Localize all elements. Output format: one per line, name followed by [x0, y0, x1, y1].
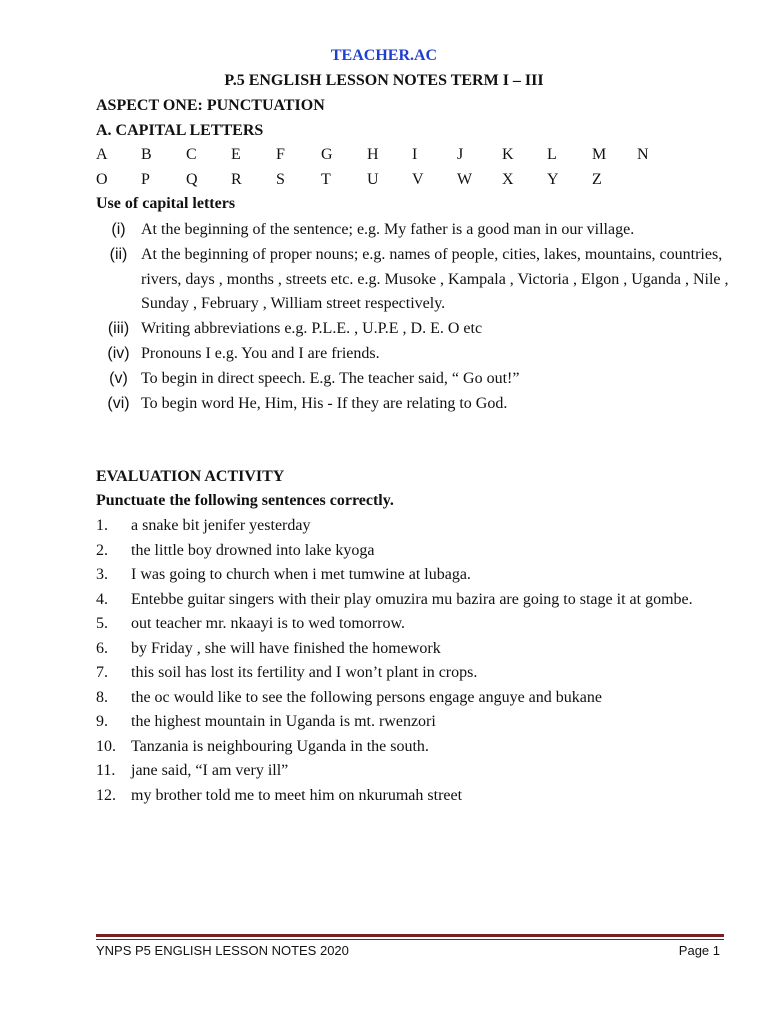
list-item-number: 7.	[96, 664, 108, 681]
list-item	[96, 759, 736, 784]
list-item-number: (v)	[109, 370, 128, 387]
alphabet-letter: S	[276, 171, 285, 188]
list-item	[96, 392, 736, 417]
aspect-heading: ASPECT ONE: PUNCTUATION	[96, 97, 325, 114]
list-item	[96, 612, 736, 637]
list-item	[96, 367, 736, 392]
alphabet-letter: B	[141, 146, 152, 163]
page-number: Page 1	[678, 943, 720, 958]
list-item-number: 11.	[96, 762, 116, 779]
alphabet-letter: U	[367, 171, 379, 188]
list-item-text: by Friday , she will have finished the homework	[131, 639, 441, 657]
list-item-text: the little boy drowned into lake kyoga	[131, 541, 375, 559]
alphabet-letter: W	[457, 171, 473, 188]
list-item-text: Writing abbreviations e.g. P.L.E. , U.P.E , D. E. O etc	[141, 320, 483, 337]
list-item-number: 6.	[96, 639, 108, 657]
capital-letter-uses-list	[96, 218, 736, 417]
list-item-text: Pronouns I e.g. You and I are friends.	[141, 345, 380, 362]
list-item-number: (iii)	[107, 320, 130, 337]
use-heading: Use of capital letters	[96, 195, 236, 212]
list-item	[96, 342, 736, 367]
alphabet-letter: M	[592, 146, 607, 163]
alphabet-letter: Y	[547, 171, 559, 188]
alphabet-letter: C	[186, 146, 197, 163]
alphabet-letter: H	[367, 146, 379, 163]
footer-text: YNPS P5 ENGLISH LESSON NOTES 2020	[96, 943, 349, 958]
alphabet-letter: T	[321, 171, 331, 188]
list-item-text: the oc would like to see the following persons engage anguye and bukane	[131, 688, 602, 706]
list-item-number: 9.	[96, 713, 108, 730]
list-item-number: (vi)	[107, 395, 130, 412]
alphabet-letter: P	[141, 171, 150, 188]
footer-divider	[96, 934, 724, 937]
list-item	[96, 686, 736, 711]
list-item	[96, 588, 736, 613]
alphabet-letter: N	[637, 146, 649, 163]
list-item-text: a snake bit jenifer yesterday	[131, 517, 311, 534]
list-item-number: (ii)	[109, 246, 128, 263]
alphabet-letter: O	[96, 171, 108, 188]
list-item	[96, 661, 736, 686]
list-item-text: this soil has lost its fertility and I won’t plant in crops.	[131, 664, 478, 681]
alphabet-letter: X	[502, 171, 514, 188]
alphabet-letter: V	[412, 171, 424, 188]
list-item-number: 1.	[96, 517, 108, 534]
evaluation-instruction: Punctuate the following sentences correctly.	[96, 492, 394, 509]
list-item-text: At the beginning of the sentence; e.g. My father is a good man in our village.	[141, 221, 635, 238]
list-item	[96, 784, 736, 809]
alphabet-row-2	[96, 171, 676, 193]
list-item-text: At the beginning of proper nouns; e.g. names of people, cities, lakes, mountains, countries, rivers, days , months , streets etc. e.g. Musoke , Kampala , Victoria , Elgon , Uganda , Nile , Sunday , February , William street respectively.	[141, 246, 729, 312]
list-item	[96, 539, 736, 564]
list-item	[96, 735, 736, 760]
list-item-text: To begin word He, Him, His - If they are relating to God.	[141, 395, 508, 412]
list-item	[96, 218, 736, 243]
alphabet-letter: Q	[186, 171, 198, 188]
list-item-number: 4.	[96, 590, 108, 608]
alphabet-letter: L	[547, 146, 557, 163]
list-item	[96, 317, 736, 342]
list-item-text: Entebbe guitar singers with their play omuzira mu bazira are going to stage it at gombe.	[131, 590, 693, 608]
list-item-number: 12.	[96, 786, 116, 804]
site-title: TEACHER.AC	[330, 47, 438, 64]
list-item-text: I was going to church when i met tumwine at lubaga.	[131, 566, 471, 583]
alphabet-letter: Z	[592, 171, 602, 188]
list-item	[96, 637, 736, 662]
evaluation-heading: EVALUATION ACTIVITY	[96, 468, 285, 485]
list-item-text: out teacher mr. nkaayi is to wed tomorrow.	[131, 615, 405, 632]
alphabet-row-1	[96, 146, 676, 168]
list-item-number: 8.	[96, 688, 108, 706]
list-item-number: 2.	[96, 541, 108, 559]
list-item-number: 5.	[96, 615, 108, 632]
list-item-number: (i)	[111, 221, 126, 238]
alphabet-letter: I	[412, 146, 418, 163]
list-item-text: jane said, “I am very ill”	[131, 762, 289, 779]
list-item	[96, 710, 736, 735]
list-item-number: 10.	[96, 737, 116, 755]
alphabet-letter: K	[502, 146, 514, 163]
alphabet-letter: E	[231, 146, 241, 163]
list-item-number: 3.	[96, 566, 108, 583]
list-item-number: (iv)	[107, 345, 130, 362]
list-item-text: To begin in direct speech. E.g. The teacher said, “ Go out!”	[141, 370, 520, 387]
list-item	[96, 514, 736, 539]
document-title: P.5 ENGLISH LESSON NOTES TERM I – III	[224, 72, 544, 89]
list-item	[96, 243, 736, 317]
alphabet-letter: R	[231, 171, 242, 188]
section-heading: A. CAPITAL LETTERS	[96, 122, 264, 139]
evaluation-list	[96, 514, 736, 808]
alphabet-letter: G	[321, 146, 333, 163]
list-item	[96, 563, 736, 588]
alphabet-letter: F	[276, 146, 285, 163]
alphabet-letter: J	[457, 146, 464, 163]
list-item-text: Tanzania is neighbouring Uganda in the south.	[131, 737, 429, 755]
list-item-text: my brother told me to meet him on nkurumah street	[131, 786, 463, 804]
list-item-text: the highest mountain in Uganda is mt. rwenzori	[131, 713, 436, 730]
alphabet-letter: A	[96, 146, 108, 163]
footer-divider-thin	[96, 939, 724, 940]
